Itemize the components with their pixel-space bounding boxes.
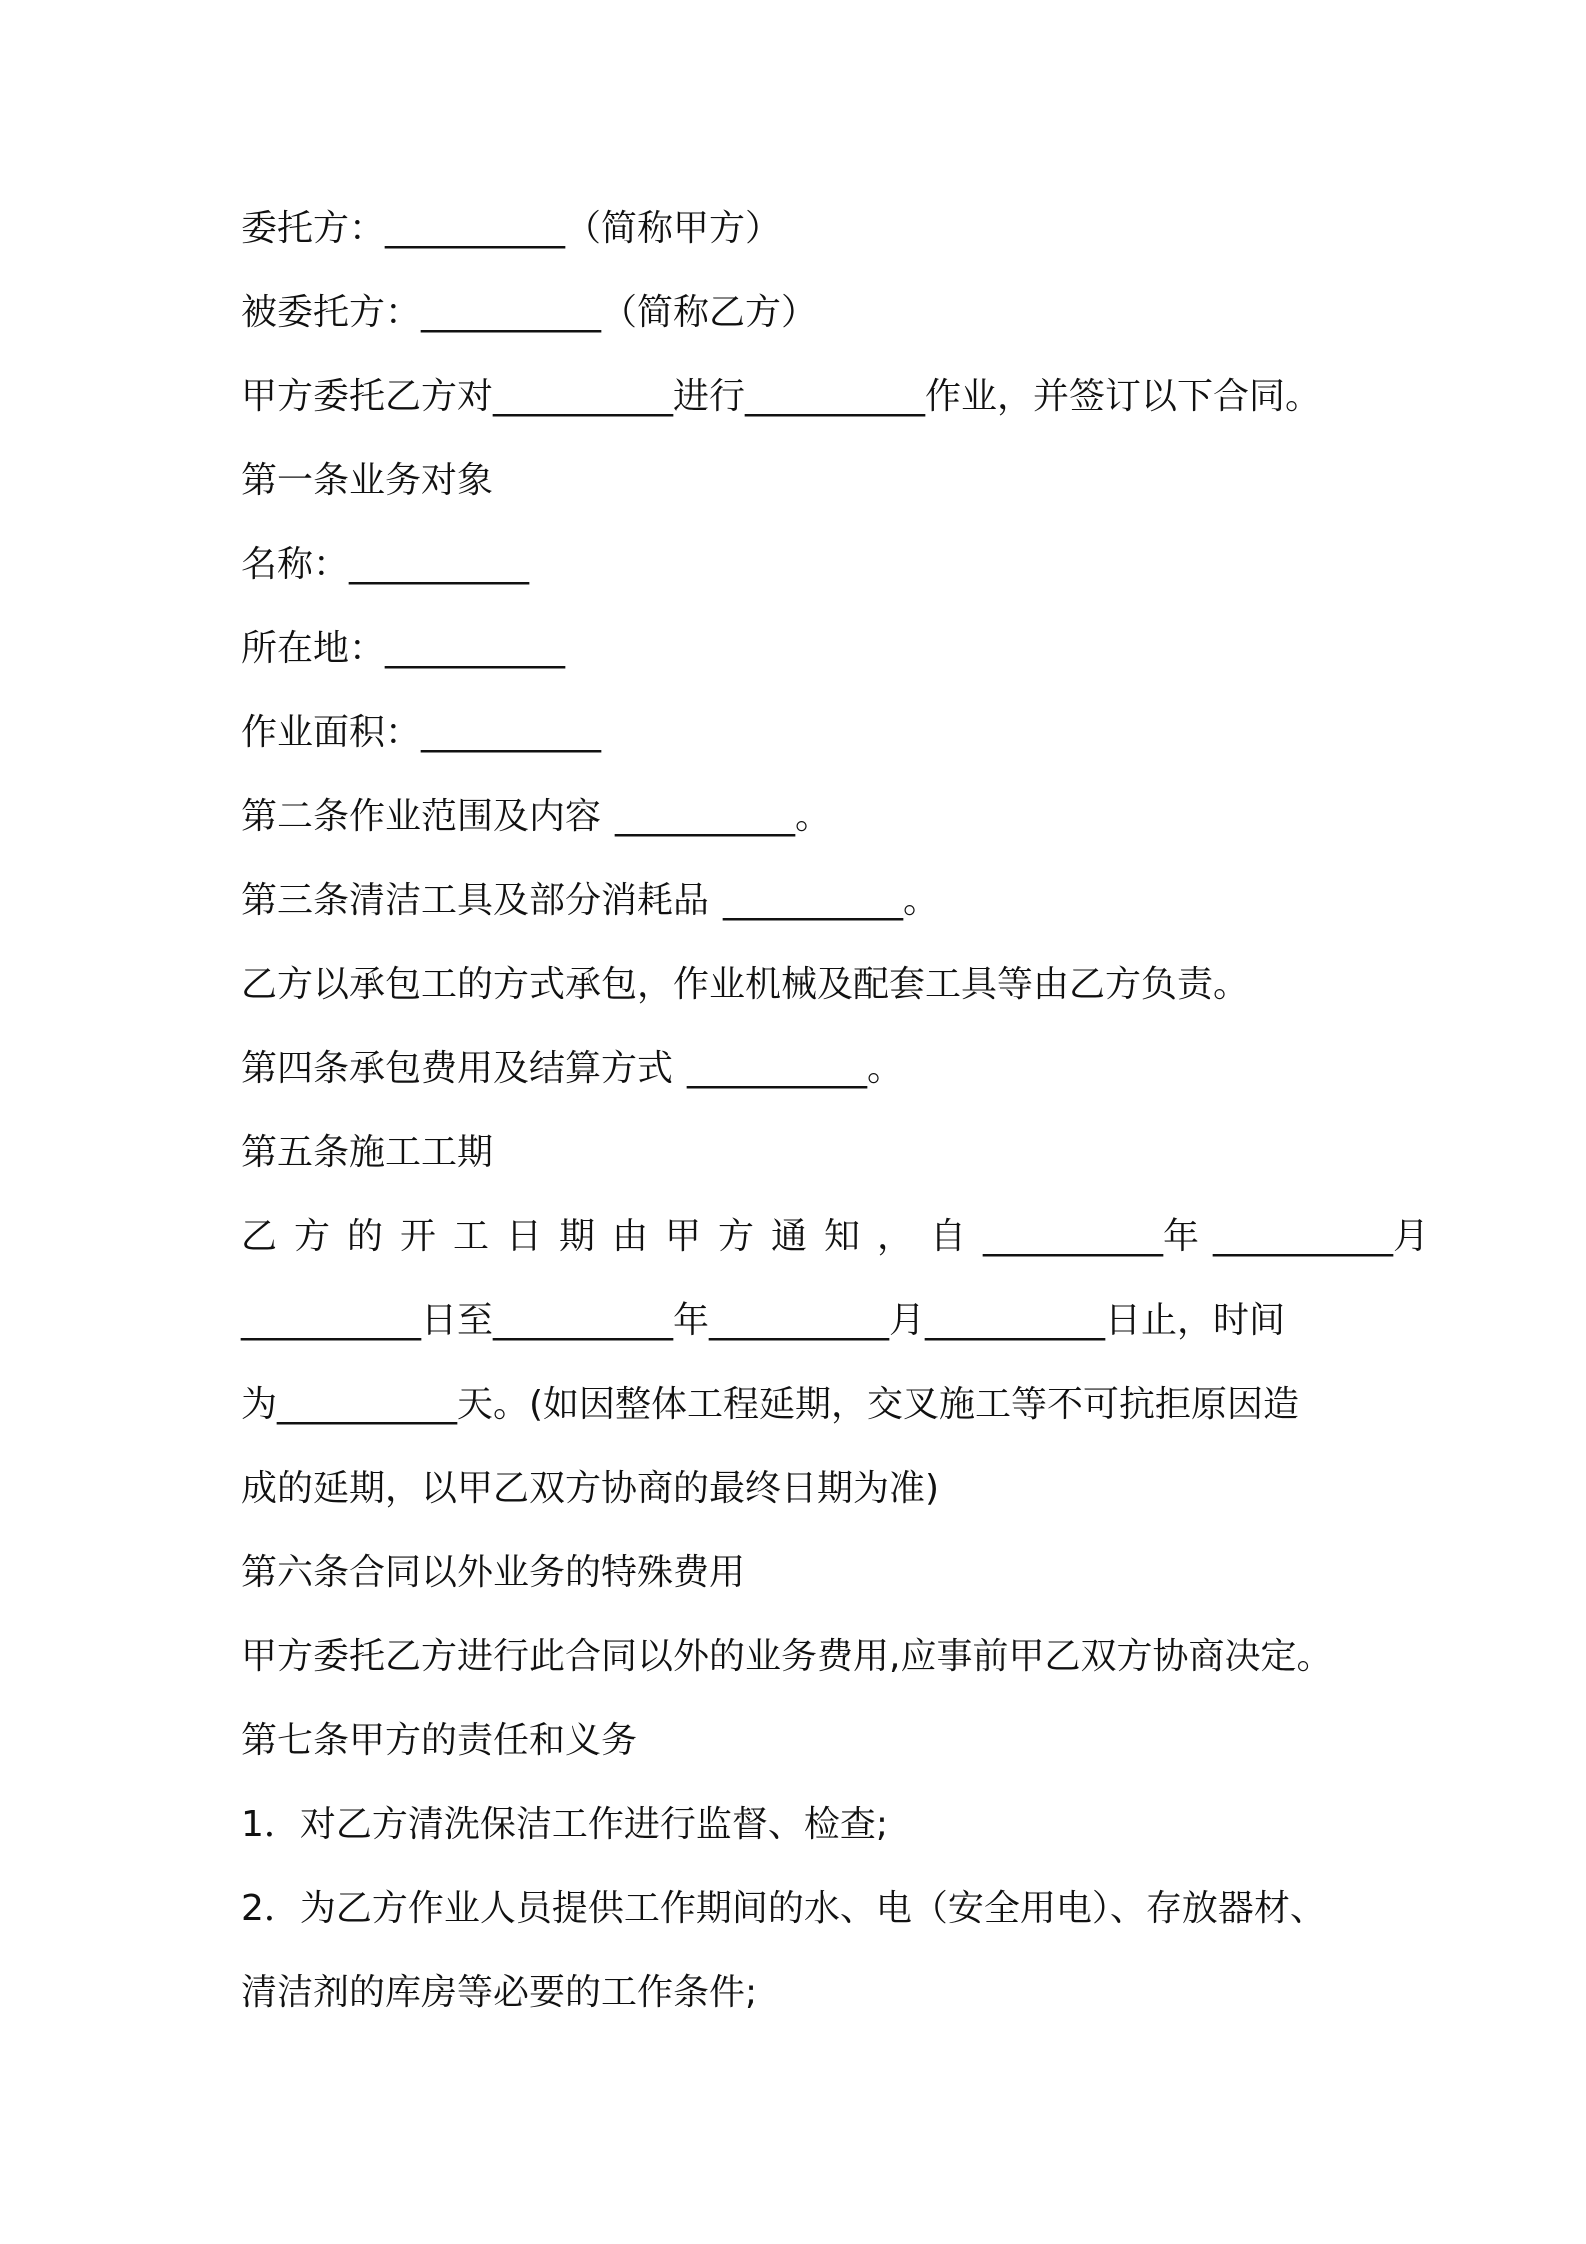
article5-line1-blank2: __________ bbox=[1213, 1216, 1394, 1257]
article4-line bbox=[241, 1045, 1381, 1093]
article5-line2-blank4: __________ bbox=[925, 1300, 1106, 1341]
article5-line4: 成的延期，以甲乙双方协商的最终日期为准) bbox=[241, 1468, 940, 1509]
article5-line2-end: 日止，时间 bbox=[1105, 1300, 1286, 1341]
article5-line3 bbox=[241, 1381, 1381, 1429]
article2-title: 第二条作业范围及内容 bbox=[241, 796, 602, 837]
location-blank: __________ bbox=[385, 628, 566, 669]
name-blank: __________ bbox=[349, 544, 530, 585]
article5-line1-text: 乙方的开工日期由甲方通知，自 bbox=[241, 1216, 984, 1257]
area-blank: __________ bbox=[421, 712, 602, 753]
principal-label: 委托方： bbox=[241, 208, 386, 249]
intro-part3: 作业，并签订以下合同。 bbox=[925, 376, 1322, 417]
article5-line2-blank3: __________ bbox=[709, 1300, 890, 1341]
article3-title: 第三条清洁工具及部分消耗品 bbox=[241, 880, 710, 921]
location-line bbox=[241, 625, 1381, 673]
intro-blank2: __________ bbox=[745, 376, 926, 417]
article5-line2 bbox=[241, 1297, 1381, 1345]
area-line bbox=[241, 709, 1381, 757]
location-label: 所在地： bbox=[241, 628, 386, 669]
article3-line bbox=[241, 877, 1381, 925]
article5-line2-month: 月 bbox=[889, 1300, 926, 1341]
article5-line2-year: 年 bbox=[673, 1300, 710, 1341]
article5-line2-blank2: __________ bbox=[493, 1300, 674, 1341]
article7-title: 第七条甲方的责任和义务 bbox=[241, 1720, 638, 1761]
article2-line bbox=[241, 793, 1381, 841]
principal-abbr: （简称甲方） bbox=[565, 208, 782, 249]
agent-abbr: （简称乙方） bbox=[601, 292, 818, 333]
article5-line1 bbox=[241, 1213, 1430, 1261]
agent-line bbox=[241, 289, 1381, 337]
article5-line3-text: 天。(如因整体工程延期，交叉施工等不可抗拒原因造 bbox=[457, 1384, 1300, 1425]
intro-line bbox=[241, 373, 1381, 421]
article4-blank: __________ bbox=[687, 1048, 868, 1089]
agent-blank: __________ bbox=[421, 292, 602, 333]
article5-line1-blank1: __________ bbox=[983, 1216, 1164, 1257]
article4-end: 。 bbox=[867, 1048, 904, 1089]
article6-title: 第六条合同以外业务的特殊费用 bbox=[241, 1552, 746, 1593]
article3-text: 乙方以承包工的方式承包，作业机械及配套工具等由乙方负责。 bbox=[241, 964, 1250, 1005]
article5-line1-year: 年 bbox=[1163, 1216, 1200, 1257]
area-label: 作业面积： bbox=[241, 712, 422, 753]
intro-blank1: __________ bbox=[493, 376, 674, 417]
article7-item1: 1．对乙方清洗保洁工作进行监督、检查; bbox=[241, 1804, 889, 1845]
article5-title: 第五条施工工期 bbox=[241, 1132, 494, 1173]
article5-line1-month: 月 bbox=[1393, 1216, 1430, 1257]
article2-end: 。 bbox=[795, 796, 832, 837]
agent-label: 被委托方： bbox=[241, 292, 422, 333]
name-line bbox=[241, 541, 1381, 589]
article4-title: 第四条承包费用及结算方式 bbox=[241, 1048, 674, 1089]
article3-blank: __________ bbox=[723, 880, 904, 921]
article5-line3-blank: __________ bbox=[277, 1384, 458, 1425]
article3-end: 。 bbox=[903, 880, 940, 921]
article2-blank: __________ bbox=[615, 796, 796, 837]
article5-line2-blank1: __________ bbox=[241, 1300, 421, 1341]
article7-item2-line2: 清洁剂的库房等必要的工作条件; bbox=[241, 1972, 758, 2013]
principal-blank: __________ bbox=[385, 208, 566, 249]
article1-title: 第一条业务对象 bbox=[241, 460, 494, 501]
article5-line2-day-to: 日至 bbox=[421, 1300, 494, 1341]
article6-text: 甲方委托乙方进行此合同以外的业务费用,应事前甲乙双方协商决定。 bbox=[241, 1636, 1333, 1677]
intro-part2: 进行 bbox=[673, 376, 746, 417]
name-label: 名称： bbox=[241, 544, 350, 585]
article5-line3-prefix: 为 bbox=[241, 1384, 278, 1425]
article7-item2-line1: 2．为乙方作业人员提供工作期间的水、电（安全用电）、存放器材、 bbox=[241, 1888, 1326, 1929]
intro-part1: 甲方委托乙方对 bbox=[241, 376, 494, 417]
principal-line bbox=[241, 205, 1381, 253]
